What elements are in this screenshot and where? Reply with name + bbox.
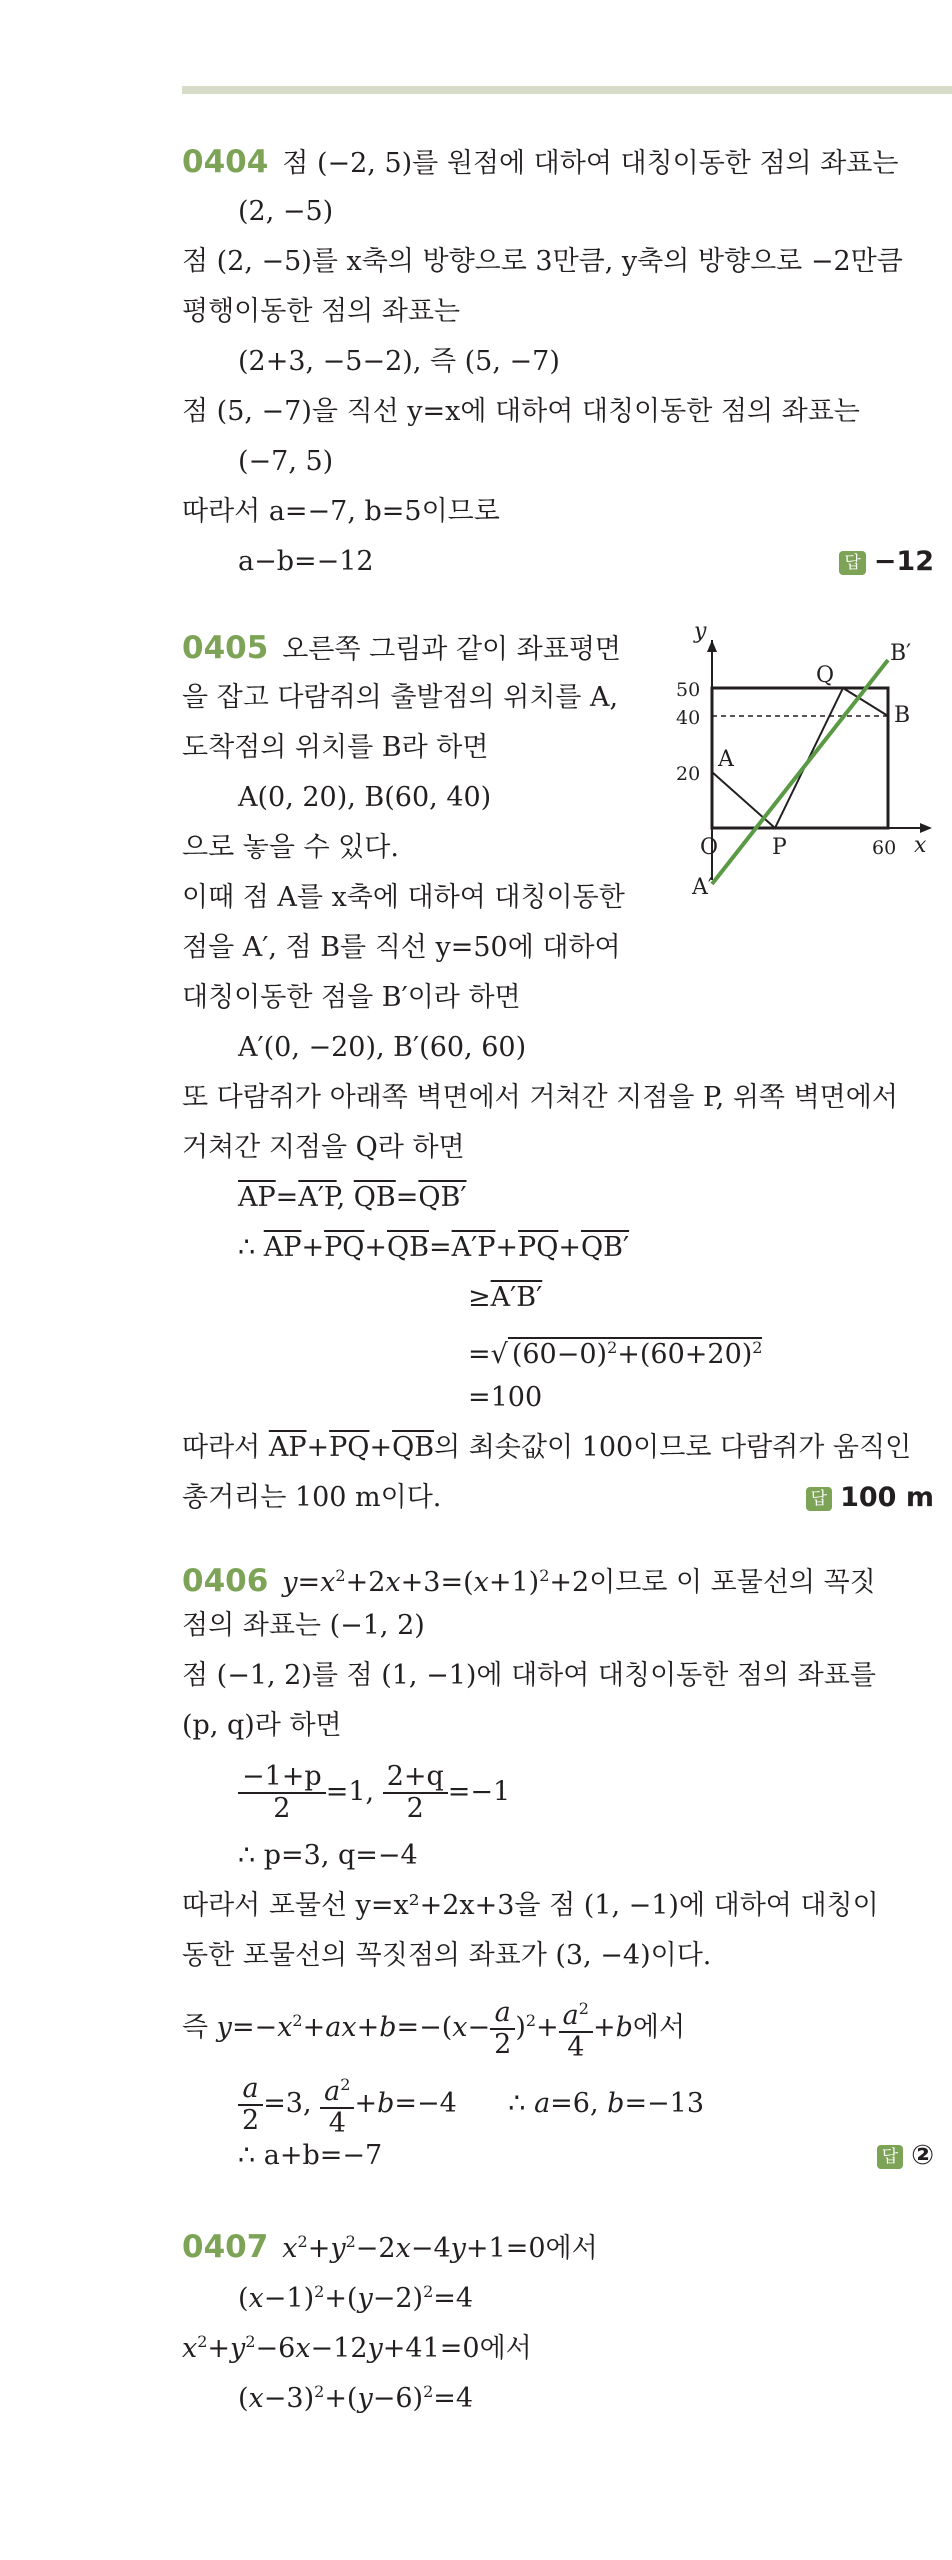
problem-0404-line-6: 점 (5, −7)을 직선 y=x에 대하여 대칭이동한 점의 좌표는 bbox=[182, 396, 860, 427]
problem-0405-line-12: $\overline{AP}=A'P$, $\overline{QB}=QB'$ bbox=[238, 1182, 467, 1213]
tick-20: 20 bbox=[676, 763, 701, 785]
point-a1-label: A′ bbox=[692, 875, 713, 900]
problem-0405-line-8: 대칭이동한 점을 B′이라 하면 bbox=[182, 982, 521, 1013]
problem-0406-line-1: 0406 $y=x^2+2x+3=(x+1)^2+2$이므로 이 포물선의 꼭짓 bbox=[182, 1563, 876, 1599]
coordinate-figure bbox=[668, 620, 952, 900]
y-arrow bbox=[707, 640, 717, 652]
problem-0407-line-4: $(x-3)^2+(y-6)^2=4$ bbox=[238, 2382, 474, 2414]
problem-0405-line-1: 0405 오른쪽 그림과 같이 좌표평면 bbox=[182, 630, 622, 666]
problem-0405-line-7: 점을 A′, 점 B를 직선 y=50에 대하여 bbox=[182, 932, 621, 963]
problem-0406-line-4: (p, q)라 하면 bbox=[182, 1710, 342, 1741]
problem-0404-line-7: (−7, 5) bbox=[238, 446, 334, 477]
problem-number: 0406 bbox=[182, 1563, 269, 1599]
answer-0405: 답 100 m bbox=[806, 1478, 934, 1518]
x-label: x bbox=[914, 833, 927, 858]
point-q-label: Q bbox=[816, 663, 835, 688]
problem-0404-line-3: 점 (2, −5)를 x축의 방향으로 3만큼, y축의 방향으로 −2만큼 bbox=[182, 246, 903, 277]
segment-ap bbox=[712, 772, 775, 828]
problem-0404-line-2: (2, −5) bbox=[238, 196, 334, 227]
tick-50: 50 bbox=[676, 679, 701, 701]
problem-0407-line-3: $x^2+y^2-6x-12y+41=0$에서 bbox=[182, 2332, 532, 2364]
problem-0405-line-17: 따라서 $\overline{AP}+\overline{PQ}+\overline{QB}$의 최솟값이 100이므로 다람쥐가 움직인 bbox=[182, 1432, 912, 1463]
origin-label: O bbox=[700, 835, 719, 860]
problem-0406-line-6: ∴ p=3, q=−4 bbox=[238, 1840, 418, 1871]
problem-0405-line-4: A(0, 20), B(60, 40) bbox=[238, 782, 492, 813]
problem-number: 0407 bbox=[182, 2229, 269, 2265]
problem-0406-line-2: 점의 좌표는 (−1, 2) bbox=[182, 1610, 425, 1641]
problem-0405-line-6: 이때 점 A를 x축에 대하여 대칭이동한 bbox=[182, 882, 625, 913]
problem-0404-line-4: 평행이동한 점의 좌표는 bbox=[182, 296, 460, 327]
tick-60: 60 bbox=[872, 837, 897, 859]
problem-0404-line-9: a−b=−12 bbox=[238, 546, 374, 577]
answer-badge: 답 bbox=[806, 1487, 832, 1511]
point-b-label: B bbox=[894, 703, 911, 728]
point-p-label: P bbox=[772, 835, 787, 860]
room-rect bbox=[712, 688, 888, 828]
x-arrow bbox=[920, 823, 932, 833]
problem-0404-line-8: 따라서 a=−7, b=5이므로 bbox=[182, 496, 500, 527]
problem-0406-line-5: $\frac{-1+p}{2}$ =1, $\frac{2+q}{2}$ =−1 bbox=[238, 1762, 510, 1824]
problem-0406-line-10: ∴ a+b=−7 bbox=[238, 2140, 383, 2171]
problem-0404-line-5: (2+3, −5−2), 즉 (5, −7) bbox=[238, 346, 560, 377]
problem-0405-line-14: ≥A′B′ bbox=[468, 1282, 543, 1313]
problem-number: 0404 bbox=[182, 144, 269, 180]
point-a-label: A bbox=[718, 747, 734, 772]
problem-number: 0405 bbox=[182, 630, 269, 666]
problem-0407-line-1: 0407 $x^2+y^2-2x-4y+1=0$에서 bbox=[182, 2229, 598, 2265]
problem-0405-line-2: 을 잡고 다람쥐의 출발점의 위치를 A, bbox=[182, 682, 619, 713]
problem-0405-line-13: ∴ $\overline{AP}+\overline{PQ}+\overline{QB}=A'P+\overline{PQ}+QB'$ bbox=[238, 1232, 630, 1263]
tick-40: 40 bbox=[676, 707, 701, 729]
problem-0406-line-9: 즉 $y=-x^2+ax+b=-(x-$ $\frac{a}{2}$ )$^2$+ $\frac{a^2}{4}$ +b에서 bbox=[182, 1994, 685, 2063]
problem-0406-line-9b: $\frac{a}{2}$ =3, $\frac{a^2}{4}$ +b=−4 ∴ a=6, b=−13 bbox=[238, 2070, 704, 2139]
answer-badge: 답 bbox=[839, 551, 865, 575]
problem-0405-line-3: 도착점의 위치를 B라 하면 bbox=[182, 732, 489, 763]
problem-0406-line-8: 동한 포물선의 꼭짓점의 좌표가 (3, −4)이다. bbox=[182, 1940, 712, 1971]
problem-0405-line-11: 거쳐간 지점을 Q라 하면 bbox=[182, 1132, 465, 1163]
answer-0404: 답 −12 bbox=[839, 542, 934, 582]
segment-a1b1 bbox=[712, 660, 888, 884]
problem-0405-line-10: 또 다람쥐가 아래쪽 벽면에서 거쳐간 지점을 P, 위쪽 벽면에서 bbox=[182, 1082, 898, 1113]
problem-0405-line-18: 총거리는 100 m이다. bbox=[182, 1482, 442, 1513]
problem-0405-line-5: 으로 놓을 수 있다. bbox=[182, 832, 399, 863]
problem-0405-line-15: =√ $(60-0)^2+(60+20)^2$ bbox=[468, 1338, 763, 1370]
problem-0404-line-1: 0404 점 (−2, 5)를 원점에 대하여 대칭이동한 점의 좌표는 bbox=[182, 144, 899, 180]
point-b1-label: B′ bbox=[890, 641, 912, 666]
problem-0405-line-16: =100 bbox=[468, 1382, 543, 1413]
answer-0406: 답 ② bbox=[877, 2136, 934, 2176]
problem-0405-line-9: A′(0, −20), B′(60, 60) bbox=[238, 1032, 527, 1063]
problem-0406-line-3: 점 (−1, 2)를 점 (1, −1)에 대하여 대칭이동한 점의 좌표를 bbox=[182, 1660, 876, 1691]
problem-0407-line-2: $(x-1)^2+(y-2)^2=4$ bbox=[238, 2282, 474, 2314]
answer-badge: 답 bbox=[877, 2145, 903, 2169]
y-label: y bbox=[694, 620, 707, 644]
top-divider bbox=[182, 86, 952, 94]
problem-0406-line-7: 따라서 포물선 y=x²+2x+3을 점 (1, −1)에 대하여 대칭이 bbox=[182, 1890, 879, 1921]
